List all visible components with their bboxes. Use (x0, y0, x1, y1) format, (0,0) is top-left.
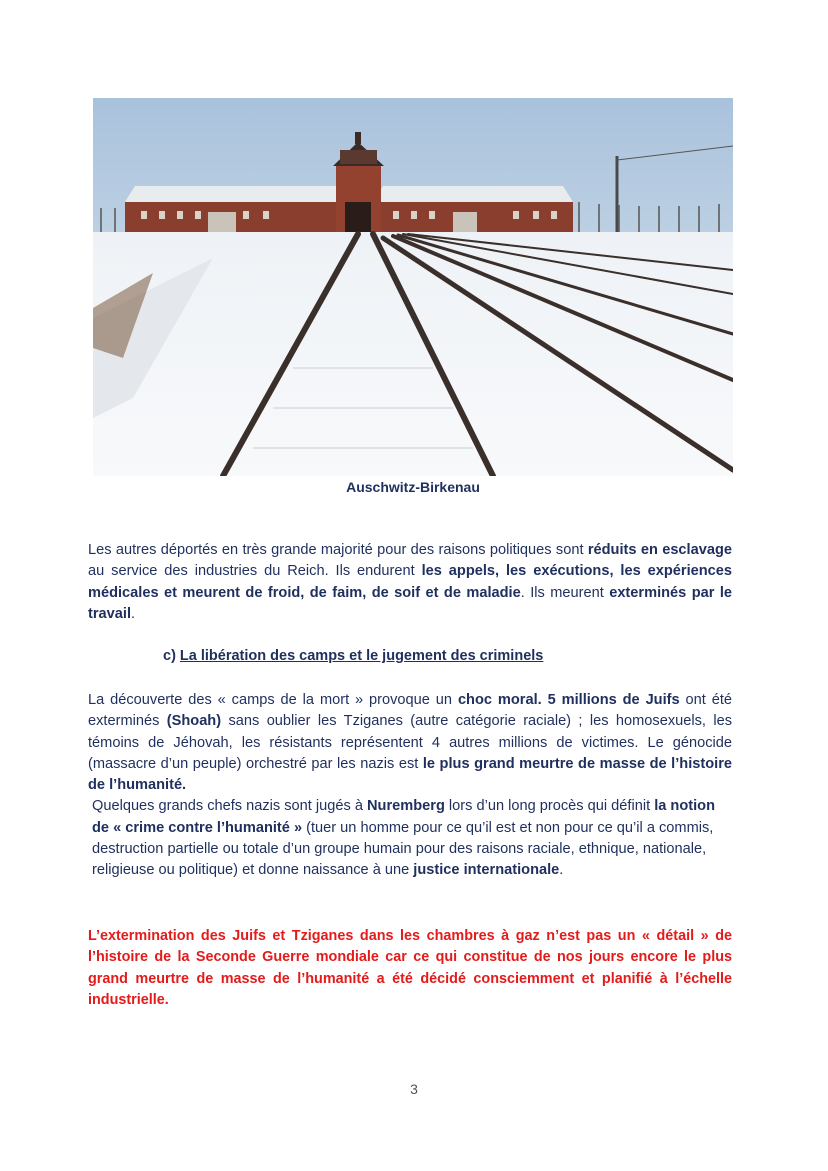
paragraph-liberation (88, 690, 732, 882)
warning-paragraph: L’extermination des Juifs et Tziganes dans les chambres à gaz n’est pas un « détail » de l’histoire de la Seconde Guerre mondiale car ce qui constitue de nos jours encore le plus grand meurtre de masse de l’humanité a été décidé consciemment et planifié à l’échelle industrielle. (88, 928, 732, 1008)
page-number: 3 (410, 1081, 418, 1097)
paragraph-deportes: Les autres déportés en très grande majorité pour des raisons politiques sont réduits en esclavage au service des industries du Reich. Ils endurent les appels, les exécutions, les expériences médicales et meurent de froid, de faim, de soif et de maladie. Ils meurent exterminés par le travail. (88, 542, 733, 622)
figure-caption: Auschwitz-Birkenau (346, 479, 480, 495)
auschwitz-birkenau-photo (93, 98, 733, 476)
paragraph-nuremberg: Quelques grands chefs nazis sont jugés à Nuremberg lors d’un long procès qui définit la notion de « crime contre l’humanité » (tuer un homme pour ce qu’il est et non pour ce qu’il a commis, destruction partielle ou totale d’un groupe humain pour des raisons raciale, ethnique, nationale, religieuse ou politique) et donne naissance à une justice internationale. (92, 798, 715, 879)
paragraph-shoah: La découverte des « camps de la mort » provoque un choc moral. 5 millions de Juifs ont été exterminés (Shoah) sans oublier les Tziganes (autre catégorie raciale) ; les homosexuels, les témoins de Jéhovah, les résistants représentent 4 autres millions de victimes. Le génocide (massacre d’un peuple) orchestré par les nazis est le plus grand meurtre de masse de l’histoire de l’humanité. (88, 692, 733, 794)
section-heading: c) La libération des camps et le jugement des criminels (163, 648, 544, 664)
